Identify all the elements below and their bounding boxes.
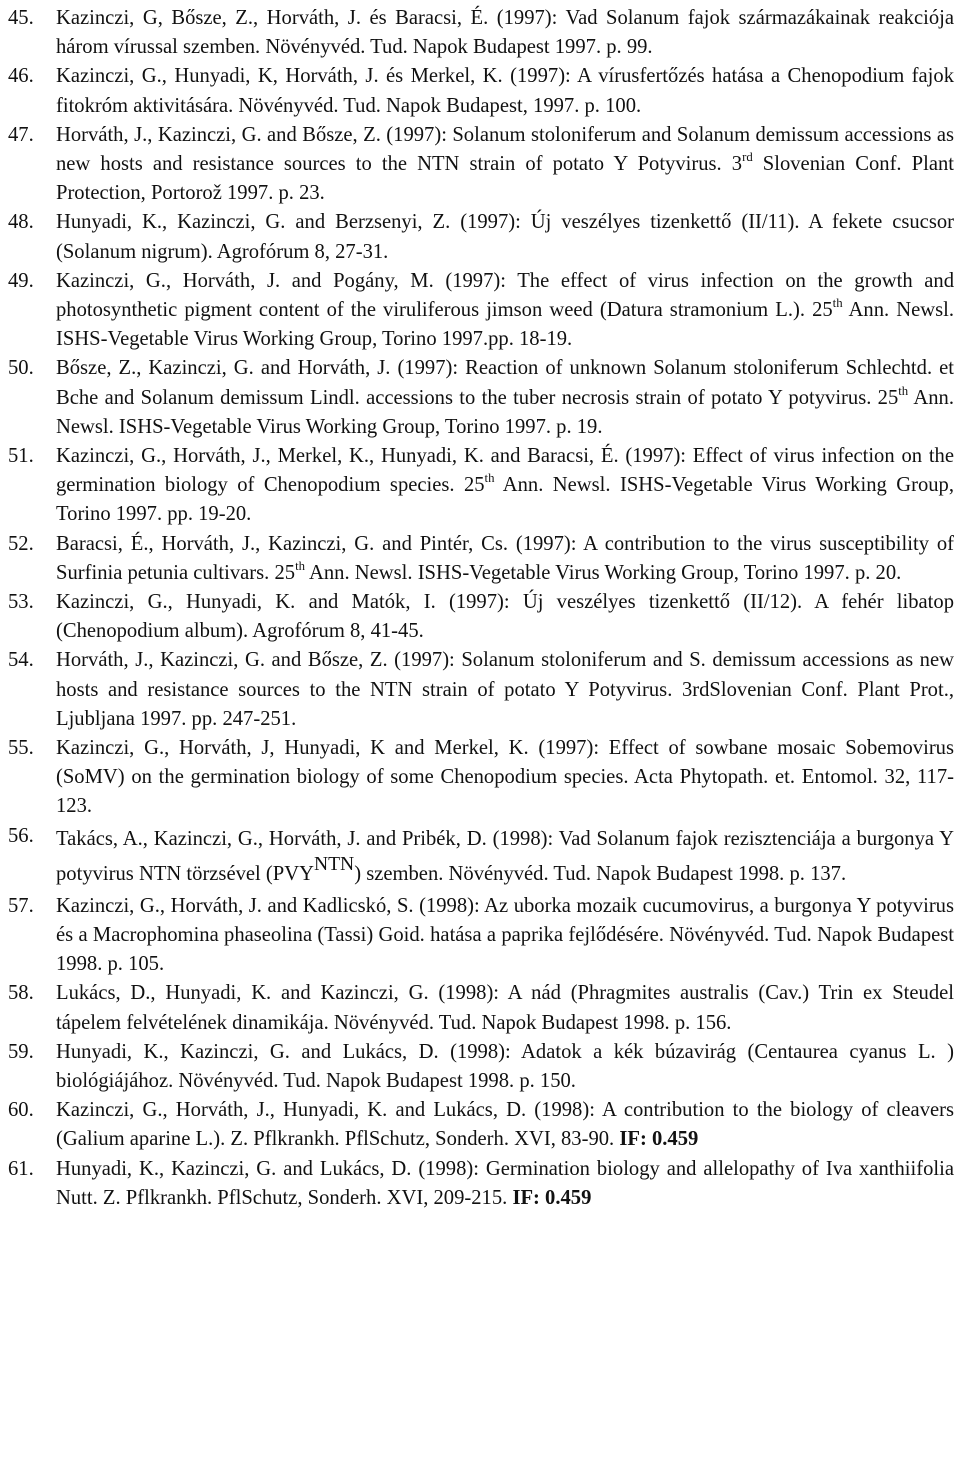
- ordinal-superscript: th: [295, 558, 305, 573]
- reference-text-segment: Slovenian Conf. Plant Protection, Portorož 1997. p. 23.: [56, 153, 954, 205]
- reference-text: [56, 62, 954, 120]
- impact-factor: IF: 0.459: [512, 1186, 592, 1209]
- reference-number: 45.: [8, 7, 34, 29]
- reference-text-segment: Takács, A., Kazinczi, G., Horváth, J. and Pribék, D. (1998): Vad Solanum fajok rezisztenciája a burgonya Y potyvirus NTN törzsével (PVY: [56, 827, 954, 885]
- impact-factor: IF: 0.459: [619, 1128, 699, 1151]
- reference-number: 59.: [8, 1040, 34, 1063]
- reference-text-segment: Ann. Newsl. ISHS-Vegetable Virus Working Group, Torino 1997. p. 19.: [56, 386, 954, 438]
- reference-text-segment: Baracsi, É., Horváth, J., Kazinczi, G. and Pintér, Cs. (1997): A contribution to the virus susceptibility of Surfinia petunia cultivars. 25: [56, 532, 954, 584]
- reference-item: [8, 267, 954, 355]
- reference-text-segment: Kazinczi, G., Hunyadi, K, Horváth, J. és Merkel, K. (1997): A vírusfertőzés hatása a Chenopodium fajok fitokróm aktivitására. Növényvéd. Tud. Napok Budapest, 1997. p. 100.: [56, 65, 954, 117]
- reference-number: 50.: [8, 357, 34, 380]
- reference-item: [8, 1038, 954, 1096]
- reference-text: [56, 822, 954, 892]
- reference-text-segment: Kazinczi, G., Horváth, J., Merkel, K., Hunyadi, K. and Baracsi, É. (1997): Effect of virus infection on the germination biology of Chenopodium species. 25: [56, 445, 954, 497]
- reference-item: [8, 892, 954, 980]
- reference-text-segment: Kazinczi, G., Horváth, J., Hunyadi, K. and Lukács, D. (1998): A contribution to the biology of cleavers (Galium aparine L.). Z. Pflkrankh. PflSchutz, Sonderh. XVI, 83-90.: [56, 1099, 954, 1151]
- reference-number: 48.: [8, 211, 34, 234]
- reference-item: [8, 1096, 954, 1154]
- reference-number: 56.: [8, 824, 34, 847]
- reference-number: 52.: [8, 532, 34, 555]
- reference-text: [56, 892, 954, 980]
- ordinal-superscript: rd: [742, 149, 753, 164]
- reference-text-segment: Bősze, Z., Kazinczi, G. and Horváth, J. (1997): Reaction of unknown Solanum stoloniferum Schlechtd. et Bche and Solanum demissum Lindl. accessions to the tuber necrosis strain of potato Y potyvirus. 25: [56, 357, 954, 409]
- reference-number: 61.: [8, 1157, 34, 1180]
- ordinal-superscript: th: [484, 471, 495, 486]
- reference-item: [8, 822, 954, 892]
- ordinal-superscript: th: [898, 383, 909, 398]
- reference-text: [56, 1155, 954, 1213]
- ordinal-superscript: th: [832, 295, 843, 310]
- reference-item: [8, 588, 954, 646]
- reference-text-segment: Kazinczi, G, Bősze, Z., Horváth, J. és Baracsi, É. (1997): Vad Solanum fajok származákainak reakciója három vírussal szemben. Növényvéd. Tud. Napok Budapest 1997. p. 99.: [56, 7, 954, 59]
- reference-text-segment: Kazinczi, G., Horváth, J. and Pogány, M. (1997): The effect of virus infection on the growth and photosynthetic pigment content of the viruliferous jimson weed (Datura stramonium L.). 25: [56, 269, 954, 322]
- reference-text-segment: Horváth, J., Kazinczi, G. and Bősze, Z. (1997): Solanum stoloniferum and S. demissum accessions as new hosts and resistance sources to the NTN strain of potato Y Potyvirus. 3rdSlovenian Conf. Plant Prot., Ljubljana 1997. pp. 247-251.: [56, 649, 954, 730]
- reference-item: [8, 354, 954, 442]
- reference-number: 53.: [8, 591, 34, 614]
- reference-item: [8, 121, 954, 209]
- reference-text-segment: Ann. Newsl. ISHS-Vegetable Virus Working Group, Torino 1997.pp. 18-19.: [56, 299, 954, 351]
- reference-number: 57.: [8, 894, 34, 917]
- reference-number: 60.: [8, 1099, 34, 1122]
- reference-number: 49.: [8, 269, 34, 292]
- reference-item: [8, 734, 954, 822]
- reference-text-segment: ) szemben. Növényvéd. Tud. Napok Budapest 1998. p. 137.: [354, 862, 847, 885]
- reference-list: [8, 4, 954, 1213]
- reference-text: [56, 442, 954, 530]
- reference-text: [56, 979, 954, 1037]
- reference-text-segment: Hunyadi, K., Kazinczi, G. and Lukács, D. (1998): Germination biology and allelopathy of Iva xanthiifolia Nutt. Z. Pflkrankh. PflSchutz, Sonderh. XVI, 209-215.: [56, 1157, 954, 1209]
- reference-text: [56, 208, 954, 266]
- reference-number: 54.: [8, 649, 34, 672]
- reference-text-segment: Kazinczi, G., Horváth, J, Hunyadi, K and Merkel, K. (1997): Effect of sowbane mosaic Sobemovirus (SoMV) on the germination biology of some Chenopodium species. Acta Phytopath. et. Entomol. 32, 117-123.: [56, 737, 954, 818]
- reference-number: 46.: [8, 65, 34, 88]
- reference-number: 58.: [8, 982, 34, 1005]
- strain-superscript: NTN: [313, 853, 355, 875]
- reference-number: 51.: [8, 445, 34, 468]
- reference-item: [8, 208, 954, 266]
- reference-text: [56, 4, 954, 62]
- reference-text: [56, 646, 954, 734]
- reference-text-segment: Hunyadi, K., Kazinczi, G. and Lukács, D. (1998): Adatok a kék búzavirág (Centaurea cyanus L. ) biológiájához. Növényvéd. Tud. Napok Budapest 1998. p. 150.: [56, 1040, 954, 1092]
- reference-item: [8, 62, 954, 120]
- reference-number: 55.: [8, 737, 34, 760]
- reference-text: [56, 121, 954, 209]
- reference-text-segment: Hunyadi, K., Kazinczi, G. and Berzsenyi, Z. (1997): Új veszélyes tizenkettő (II/11). A fekete csucsor (Solanum nigrum). Agrofórum 8, 27-31.: [56, 211, 954, 263]
- reference-text: [56, 267, 954, 355]
- reference-text-segment: Lukács, D., Hunyadi, K. and Kazinczi, G. (1998): A nád (Phragmites australis (Cav.) Trin ex Steudel tápelem felvételének dinamikája. Növényvéd. Tud. Napok Budapest 1998. p. 156.: [56, 982, 954, 1034]
- reference-text: [56, 734, 954, 822]
- reference-item: [8, 979, 954, 1037]
- reference-item: [8, 1155, 954, 1213]
- reference-text: [56, 588, 954, 646]
- reference-text: [56, 354, 954, 442]
- reference-item: [8, 4, 954, 62]
- reference-text-segment: Horváth, J., Kazinczi, G. and Bősze, Z. (1997): Solanum stoloniferum and Solanum demissum accessions as new hosts and resistance sources to the NTN strain of potato Y Potyvirus. 3: [56, 123, 954, 176]
- reference-text-segment: Ann. Newsl. ISHS-Vegetable Virus Working Group, Torino 1997. pp. 19-20.: [56, 474, 954, 526]
- reference-number: 47.: [8, 123, 34, 146]
- reference-item: [8, 530, 954, 588]
- reference-item: [8, 646, 954, 734]
- reference-text: [56, 1096, 954, 1154]
- reference-text-segment: Kazinczi, G., Hunyadi, K. and Matók, I. (1997): Új veszélyes tizenkettő (II/12). A fehér libatop (Chenopodium album). Agrofórum 8, 41-45.: [56, 591, 954, 643]
- reference-text-segment: Kazinczi, G., Horváth, J. and Kadlicskó, S. (1998): Az uborka mozaik cucumovirus, a burgonya Y potyvirus és a Macrophomina phaseolina (Tassi) Goid. hatása a paprika fejlődésére. Növényvéd. Tud. Napok Budapest 1998. p. 105.: [56, 894, 954, 976]
- reference-item: [8, 442, 954, 530]
- reference-text: [56, 1038, 954, 1096]
- reference-text: [56, 530, 954, 588]
- reference-text-segment: Ann. Newsl. ISHS-Vegetable Virus Working Group, Torino 1997. p. 20.: [305, 561, 902, 584]
